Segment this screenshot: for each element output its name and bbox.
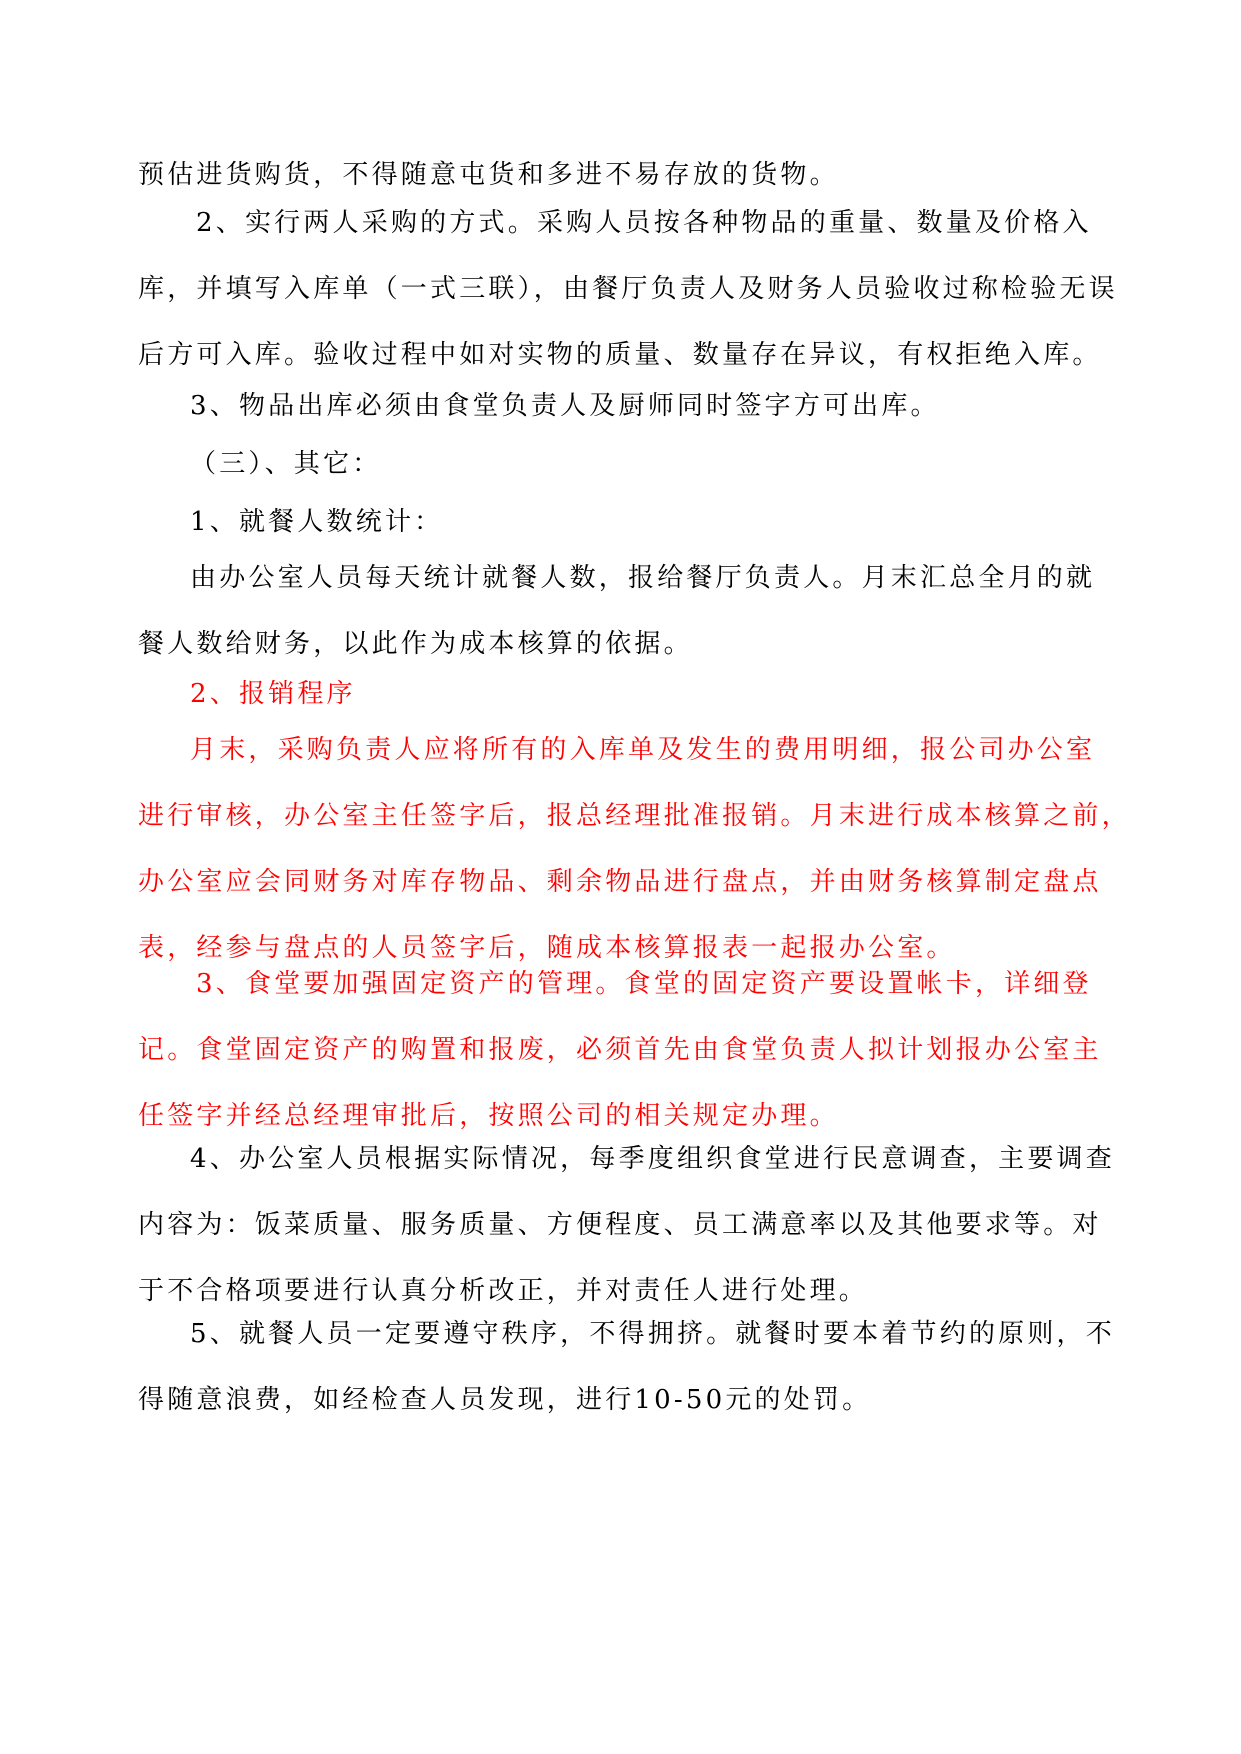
text-line: 4、办公室人员根据实际情况，每季度组织食堂进行民意调查，主要调查 — [190, 1144, 1115, 1174]
text-line: 5、就餐人员一定要遵守秩序，不得拥挤。就餐时要本着节约的原则，不 — [190, 1319, 1115, 1349]
text-line: 餐人数给财务，以此作为成本核算的依据。 — [138, 629, 693, 659]
paragraph-opinion-survey — [138, 1126, 1115, 1324]
text-line: 表，经参与盘点的人员签字后，随成本核算报表一起报办公室。 — [138, 933, 956, 963]
text-line: 3、物品出库必须由食堂负责人及厨师同时签字方可出库。 — [190, 391, 940, 421]
text-line: 3、食堂要加强固定资产的管理。食堂的固定资产要设置帐卡，详细登 — [196, 969, 1092, 999]
text-line: 进行审核，办公室主任签字后，报总经理批准报销。月末进行成本核算之前， — [138, 801, 1131, 831]
paragraph-reimbursement-procedure — [138, 717, 1131, 981]
text-line: 库，并填写入库单（一式三联），由餐厅负责人及财务人员验收过称检验无误 — [138, 274, 1118, 304]
text-line: 得随意浪费，如经检查人员发现，进行10-50元的处罚。 — [138, 1385, 872, 1415]
paragraph-two-person-purchasing — [138, 190, 1118, 388]
text-line: 2、实行两人采购的方式。采购人员按各种物品的重量、数量及价格入 — [196, 208, 1092, 238]
text-line: 办公室应会同财务对库存物品、剩余物品进行盘点，并由财务核算制定盘点 — [138, 867, 1102, 897]
text-line: 2、报销程序 — [190, 679, 356, 709]
text-line: 任签字并经总经理审批后，按照公司的相关规定办理。 — [138, 1101, 839, 1131]
paragraph-outbound-signature — [138, 373, 1102, 439]
text-line: 后方可入库。验收过程中如对实物的质量、数量存在异议，有权拒绝入库。 — [138, 340, 1102, 370]
section-heading-others — [138, 431, 1102, 497]
paragraph-fixed-assets — [138, 951, 1102, 1149]
paragraph-dining-order — [138, 1301, 1115, 1433]
text-line: 内容为：饭菜质量、服务质量、方便程度、员工满意率以及其他要求等。对 — [138, 1210, 1102, 1240]
text-line: 由办公室人员每天统计就餐人数，报给餐厅负责人。月末汇总全月的就 — [190, 563, 1096, 593]
text-line: 于不合格项要进行认真分析改正，并对责任人进行处理。 — [138, 1276, 869, 1306]
text-line: 预估进货购货，不得随意屯货和多进不易存放的货物。 — [138, 160, 839, 190]
text-line: 记。食堂固定资产的购置和报废，必须首先由食堂负责人拟计划报办公室主 — [138, 1035, 1102, 1065]
text-line: 月末，采购负责人应将所有的入库单及发生的费用明细，报公司办公室 — [190, 735, 1096, 765]
paragraph-diner-statistics — [138, 545, 1102, 677]
text-line: 1、就餐人数统计： — [190, 507, 444, 537]
text-line: （三）、其它： — [190, 449, 382, 479]
